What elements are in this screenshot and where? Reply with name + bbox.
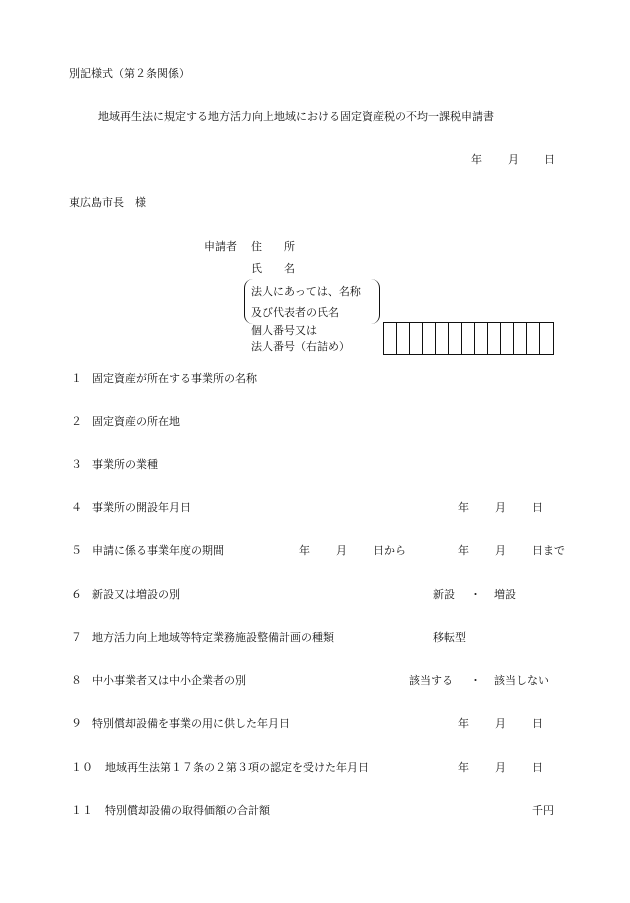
item-5-end-month: 月 [495, 544, 506, 557]
item-9-month: 月 [495, 717, 506, 730]
item-8-option-applicable[interactable]: 該当する [409, 674, 453, 687]
number-digit-box[interactable] [423, 323, 436, 354]
item-5-number: ５ [71, 544, 82, 557]
date-year: 年 [471, 153, 482, 166]
item-6-number: ６ [71, 588, 82, 601]
item-5-start-month: 月 [336, 544, 347, 557]
number-digit-box[interactable] [527, 323, 540, 354]
number-digit-box[interactable] [475, 323, 488, 354]
item-10-label: 地域再生法第１７条の２第３項の認定を受けた年月日 [105, 761, 369, 774]
item-10-number: １０ [71, 761, 93, 774]
item-5-end-day: 日まで [532, 544, 565, 557]
item-4-number: ４ [71, 501, 82, 514]
item-3-label: 事業所の業種 [92, 458, 158, 471]
item-10-month: 月 [495, 761, 506, 774]
item-5-label: 申請に係る事業年度の期間 [92, 544, 224, 557]
number-label-line2: 法人番号（右詰め） [251, 340, 350, 353]
number-digit-box[interactable] [449, 323, 462, 354]
number-digit-box[interactable] [462, 323, 475, 354]
item-9-number: ９ [71, 717, 82, 730]
item-4-year: 年 [458, 501, 469, 514]
item-11-label: 特別償却設備の取得価額の合計額 [105, 804, 270, 817]
item-9-year: 年 [458, 717, 469, 730]
name-label: 氏 名 [251, 262, 295, 275]
item-2-label: 固定資産の所在地 [92, 415, 180, 428]
address-label: 住 所 [251, 240, 295, 253]
number-digit-box[interactable] [410, 323, 423, 354]
item-8-option-not-applicable[interactable]: 該当しない [494, 674, 549, 687]
item-6-option-new[interactable]: 新設 [433, 588, 455, 601]
item-6-separator: ・ [470, 588, 481, 601]
item-2-number: ２ [71, 415, 82, 428]
item-3-number: ３ [71, 458, 82, 471]
item-1-number: １ [71, 372, 82, 385]
item-11-number: １１ [71, 804, 93, 817]
item-7-number: ７ [71, 631, 82, 644]
number-digit-box[interactable] [436, 323, 449, 354]
document-title: 地域再生法に規定する地方活力向上地域における固定資産税の不均一課税申請書 [98, 110, 494, 123]
number-label-line1: 個人番号又は [251, 324, 317, 337]
number-digit-box[interactable] [514, 323, 527, 354]
item-4-day: 日 [532, 501, 543, 514]
item-1-label: 固定資産が所在する事業所の名称 [92, 372, 257, 385]
item-4-label: 事業所の開設年月日 [92, 501, 191, 514]
item-8-label: 中小事業者又は中小企業者の別 [92, 674, 246, 687]
item-7-value: 移転型 [433, 631, 466, 644]
item-8-number: ８ [71, 674, 82, 687]
item-8-separator: ・ [470, 674, 481, 687]
item-10-day: 日 [532, 761, 543, 774]
item-5-start-day: 日から [373, 544, 406, 557]
date-day: 日 [544, 153, 555, 166]
item-5-end-year: 年 [458, 544, 469, 557]
item-9-day: 日 [532, 717, 543, 730]
item-6-option-expand[interactable]: 増設 [494, 588, 516, 601]
item-7-label: 地方活力向上地域等特定業務施設整備計画の種類 [92, 631, 334, 644]
number-digit-box[interactable] [488, 323, 501, 354]
number-digit-box[interactable] [540, 323, 553, 354]
corporate-note-line1: 法人にあっては、名称 [251, 285, 361, 298]
personal-number-boxes[interactable] [383, 322, 554, 355]
item-5-start-year: 年 [299, 544, 310, 557]
item-6-label: 新設又は増設の別 [92, 588, 180, 601]
corporate-note-line2: 及び代表者の氏名 [251, 306, 339, 319]
number-digit-box[interactable] [501, 323, 514, 354]
item-11-unit: 千円 [532, 804, 554, 817]
date-month: 月 [508, 153, 519, 166]
item-4-month: 月 [495, 501, 506, 514]
number-digit-box[interactable] [384, 323, 397, 354]
item-10-year: 年 [458, 761, 469, 774]
item-9-label: 特別償却設備を事業の用に供した年月日 [92, 717, 290, 730]
number-digit-box[interactable] [397, 323, 410, 354]
form-reference: 別記様式（第２条関係） [69, 67, 190, 80]
applicant-label: 申請者 [204, 240, 237, 253]
addressee: 東広島市長 様 [69, 196, 146, 209]
